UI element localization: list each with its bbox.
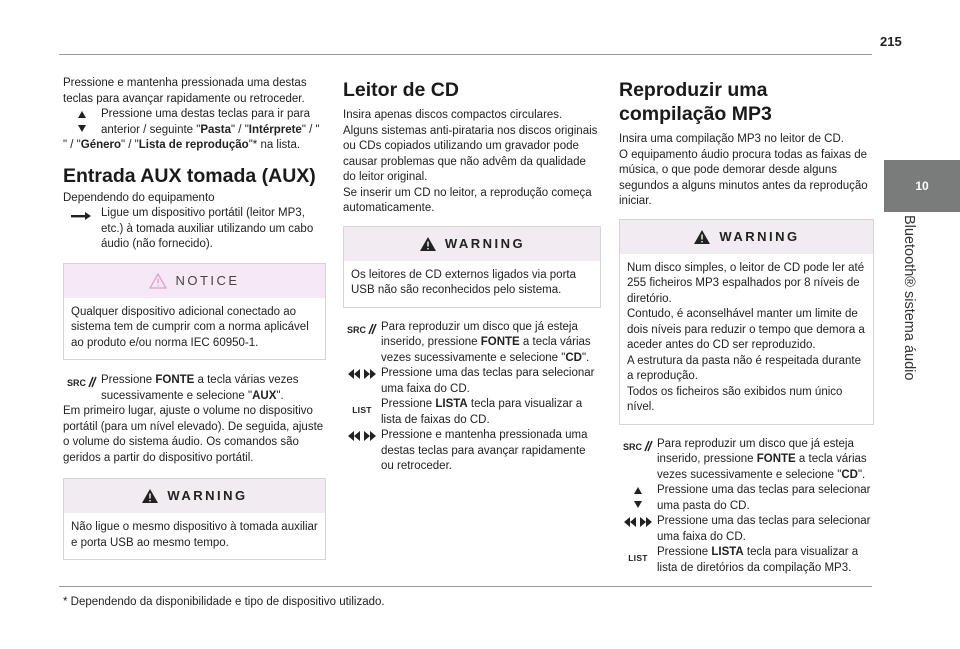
notice-box bbox=[63, 263, 326, 361]
list-directories-text: Pressione LISTA tecla para visualizar a lista de diretórios da compilação MP3. bbox=[657, 546, 859, 574]
fast-forward-text: Pressione e mantenha pressionada uma destas teclas para avançar rapidamente ou retroceder. bbox=[381, 429, 588, 472]
aux-dependency: Dependendo do equipamento bbox=[63, 191, 215, 204]
column-2 bbox=[343, 78, 601, 475]
svg-text:SRC: SRC bbox=[623, 441, 643, 452]
warning-triangle-icon bbox=[141, 488, 159, 504]
mp3-heading: Reproduzir uma compilação MP3 bbox=[619, 79, 772, 125]
notice-label: NOTICE bbox=[175, 272, 240, 288]
page-number: 215 bbox=[880, 34, 902, 49]
hold-keys-text: Pressione e mantenha pressionada uma destas teclas para avançar rapidamente ou retroceder. bbox=[63, 77, 307, 105]
warning-label: WARNING bbox=[444, 235, 526, 251]
up-down-arrows-icon bbox=[63, 107, 101, 138]
aux-cable-icon bbox=[63, 206, 101, 253]
select-track-text: Pressione uma das teclas para selecionar uma faixa do CD. bbox=[657, 515, 871, 543]
src-key-icon bbox=[619, 437, 657, 484]
svg-text:SRC: SRC bbox=[67, 378, 87, 388]
warning-text: Não ligue o mesmo dispositivo à tomada auxiliar e porta USB ao mesmo tempo. bbox=[71, 521, 318, 549]
left-right-arrows-icon bbox=[343, 366, 381, 397]
notice-text: Qualquer dispositivo adicional conectado ao sistema tem de cumprir com a norma aplicável ao produto e/ou norma IEC 60950-1. bbox=[71, 305, 309, 349]
updown-instruction: Pressione uma destas teclas para ir para anterior / seguinte "Pasta" / "Intérprete" / " bbox=[63, 107, 326, 138]
warning-box bbox=[619, 219, 874, 425]
list-key-icon: LIST bbox=[352, 405, 372, 415]
left-right-arrows-icon bbox=[343, 428, 381, 475]
aux-heading: Entrada AUX tomada (AUX) bbox=[63, 164, 316, 187]
footnote: * Dependendo da disponibilidade e tipo de dispositivo utilizado. bbox=[63, 596, 385, 608]
warning-box bbox=[63, 478, 326, 560]
warning-label: WARNING bbox=[719, 228, 800, 244]
svg-text:SRC: SRC bbox=[347, 324, 367, 335]
src-key-icon bbox=[343, 320, 381, 367]
warning-text: Os leitores de CD externos ligados via porta USB não são reconhecidos pelo sistema. bbox=[351, 268, 576, 296]
select-folder-text: Pressione uma das teclas para selecionar uma pasta do CD. bbox=[657, 484, 871, 512]
chapter-tab[interactable] bbox=[884, 160, 960, 212]
src-cd-instruction: Para reproduzir um disco que já esteja inserido, pressione FONTE a tecla várias vezes sucessivamente e selecione "CD". bbox=[657, 437, 867, 481]
src-aux-instruction: Pressione FONTE a tecla várias vezes sucessivamente e selecione "AUX". bbox=[101, 374, 299, 402]
warning-triangle-icon bbox=[419, 236, 437, 252]
column-3 bbox=[619, 78, 874, 576]
warning-label: WARNING bbox=[167, 488, 248, 504]
warning-box bbox=[343, 226, 601, 308]
footer-divider bbox=[59, 586, 872, 587]
list-tracks-text: Pressione LISTA tecla para visualizar a lista de faixas do CD. bbox=[381, 398, 583, 426]
up-down-arrows-icon bbox=[619, 483, 657, 514]
cd-intro: Insira apenas discos compactos circulares. Alguns sistemas anti-pirataria nos discos originais ou CDs copiados utilizando um gravador pode causar problemas que não advêm da qualidade do leitor original. Se inserir um CD no leitor, a reprodução começa automaticamente. bbox=[343, 109, 598, 214]
chapter-title: Bluetooth® sistema áudio bbox=[901, 215, 917, 381]
notice-triangle-icon bbox=[149, 273, 167, 289]
column-1: Pressione e mantenha pressionada uma destas teclas para avançar rapidamente ou retroceder. Pressione uma destas teclas para ir para anterior / seguinte "Pasta" / "Intérprete" / " " / "Género" / "Lista de reprodução"* na lista. Entrada AUX tomada (AUX) Dependendo do equipamento Ligue um dispositivo portátil (leitor MP3, etc.) à tomada auxiliar utilizando um cabo áudio (não fornecido). NOTICE Qualquer dispositivo adicional conectado ao sistema tem de cumprir com a norma aplicável ao produto e/ou norma IEC 60950-1. SRC Pressione FONTE a tecla várias vezes sucessivamente e selecione "AUX". Em primeiro lugar, ajuste o volume no dispositivo portátil (para um nível elevado). De seguida, ajuste o volume do sistema áudio. Os comandos são geridos a partir do dispositivo portátil. WARNING Não ligue o mesmo dispositivo à tomada auxiliar e porta USB ao mesmo tempo. bbox=[63, 76, 326, 560]
left-right-arrows-icon bbox=[619, 514, 657, 545]
warning-text: Num disco simples, o leitor de CD pode ler até 255 ficheiros MP3 espalhados por 8 níveis de diretório. Contudo, é aconselhável manter um limite de dois níveis para reduzir o tempo que demora a aceder antes do CD ser reproduzido. A estrutura da pasta não é respeitada durante a reprodução. Todos os ficheiros são exibidos num único nível. bbox=[627, 261, 865, 413]
warning-triangle-icon bbox=[693, 229, 711, 245]
select-track-text: Pressione uma das teclas para selecionar uma faixa do CD. bbox=[381, 367, 595, 395]
chapter-number: 10 bbox=[915, 179, 929, 193]
list-key-icon: LIST bbox=[628, 553, 648, 563]
chapter-title-vertical bbox=[865, 215, 945, 535]
header-divider bbox=[59, 54, 872, 55]
src-cd-instruction: Para reproduzir um disco que já esteja inserido, pressione FONTE a tecla várias vezes sucessivamente e selecione "CD". bbox=[381, 320, 591, 364]
cd-player-heading: Leitor de CD bbox=[343, 79, 459, 101]
aux-text: Ligue um dispositivo portátil (leitor MP3, etc.) à tomada auxiliar utilizando um cabo áudio (não fornecido). bbox=[101, 207, 314, 250]
volume-adjust-text: Em primeiro lugar, ajuste o volume no dispositivo portátil (para um nível elevado). De seguida, ajuste o volume do sistema áudio. Os comandos são geridos a partir do dispositivo portátil. bbox=[63, 405, 324, 464]
mp3-intro: Insira uma compilação MP3 no leitor de CD. O equipamento áudio procura todas as faixas de música, o que pode demorar desde alguns segundos a alguns minutos antes da reprodução iniciar. bbox=[619, 133, 868, 207]
src-key-icon bbox=[63, 373, 101, 404]
